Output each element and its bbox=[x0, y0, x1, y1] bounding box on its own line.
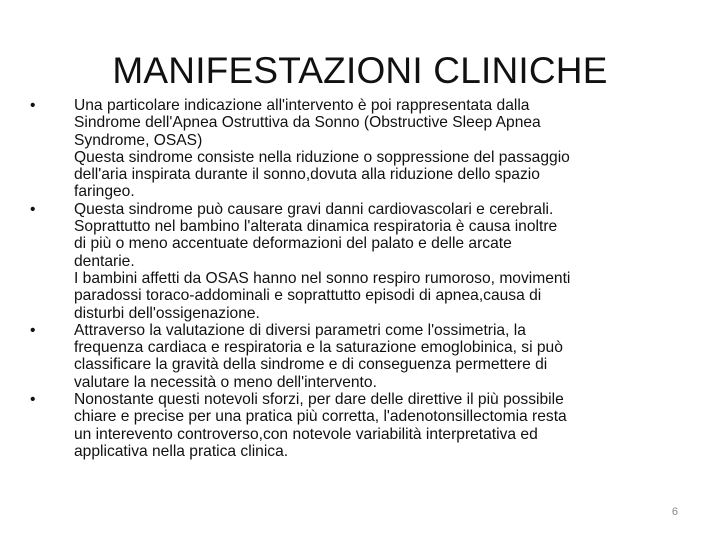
bullet-paragraph: Questa sindrome può causare gravi danni cardiovascolari e cerebrali. Soprattutto nel bambino l'alterata dinamica respiratoria è causa inoltre di più o meno accentuate deformazioni del palato e delle arcate dentarie. bbox=[74, 200, 558, 270]
bullet-paragraph: I bambini affetti da OSAS hanno nel sonno respiro rumoroso, movimenti paradossi toraco-addominali e soprattutto episodi di apnea,causa di disturbi dell'ossigenazione. bbox=[74, 269, 571, 322]
bullet-item-danni bbox=[30, 201, 680, 322]
bullet-dot-icon: • bbox=[30, 321, 36, 339]
bullet-item-controverso bbox=[30, 391, 680, 460]
slide-title: MANIFESTAZIONI CLINICHE bbox=[112, 49, 608, 91]
bullet-paragraph: Questa sindrome consiste nella riduzione o soppressione del passaggio dell'aria inspirata durante il sonno,dovuta alla riduzione dello spazio faringeo. bbox=[74, 148, 570, 201]
bullet-list bbox=[30, 97, 680, 460]
bullet-item-osas bbox=[30, 97, 680, 201]
bullet-paragraph: Attraverso la valutazione di diversi parametri come l'ossimetria, la frequenza cardiaca e respiratoria e la saturazione emoglobinica, si può classificare la gravità della sindrome e di conseguenza permettere di valutare la necessità o meno dell'intervento. bbox=[74, 321, 563, 391]
bullet-dot-icon: • bbox=[30, 391, 36, 409]
bullet-dot-icon: • bbox=[30, 97, 36, 114]
page-number: 6 bbox=[671, 506, 678, 518]
bullet-item-valutazione bbox=[30, 322, 680, 391]
bullet-paragraph: Una particolare indicazione all'intervento è poi rappresentata dalla Sindrome dell'Apnea Ostruttiva da Sonno (Obstructive Sleep Apnea Syndrome, OSAS) bbox=[74, 97, 541, 149]
bullet-dot-icon: • bbox=[30, 200, 36, 218]
bullet-paragraph: Nonostante questi notevoli sforzi, per dare delle direttive il più possibile chiare e precise per una pratica più corretta, l'adenotonsillectomia resta un interevento controverso,con notevole variabilità interpretativa ed applicativa nella pratica clinica. bbox=[74, 391, 567, 460]
